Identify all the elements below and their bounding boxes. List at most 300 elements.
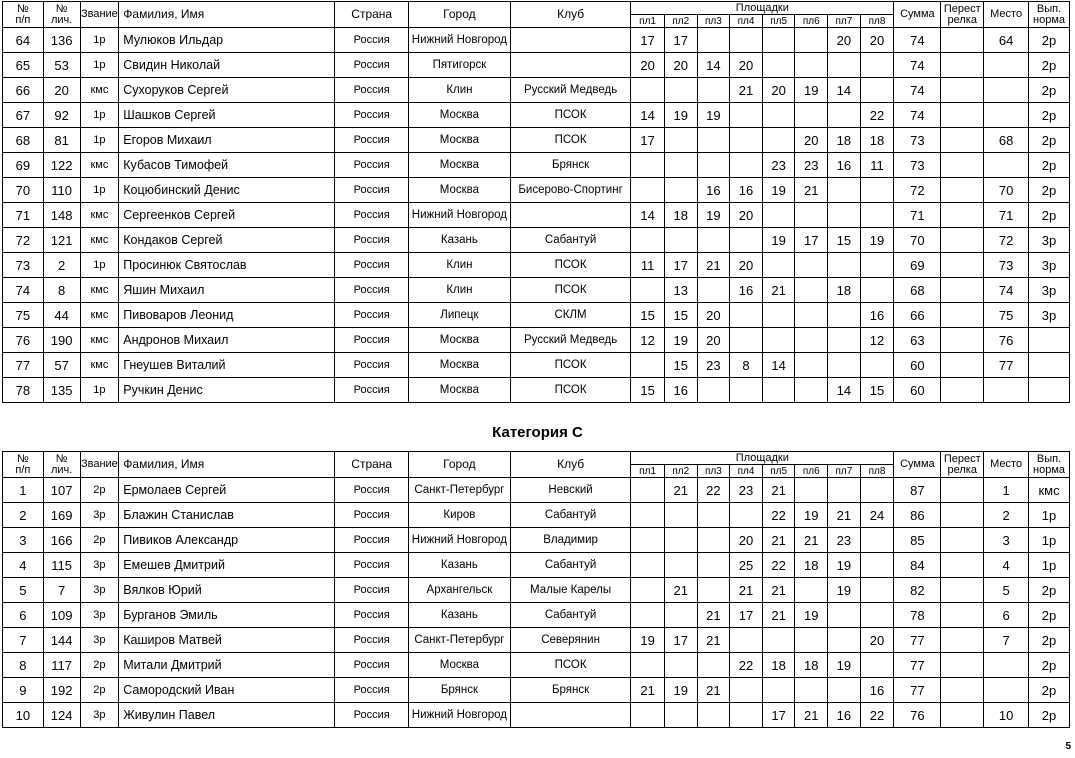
header-club: Клуб — [510, 2, 630, 28]
cell-place: 72 — [984, 228, 1029, 253]
cell-num: 5 — [3, 578, 44, 603]
cell-site-1: 19 — [631, 628, 665, 653]
cell-club: Бисерово-Спортинг — [510, 178, 630, 203]
cell-num: 1 — [3, 478, 44, 503]
cell-site-4 — [730, 303, 763, 328]
cell-site-5: 18 — [762, 653, 795, 678]
cell-norm: кмс — [1029, 478, 1070, 503]
cell-country: Россия — [335, 303, 408, 328]
cell-site-1: 21 — [631, 678, 665, 703]
cell-sum: 60 — [894, 378, 941, 403]
cell-lic: 53 — [43, 53, 80, 78]
cell-norm: 2р — [1029, 603, 1070, 628]
cell-site-6: 21 — [795, 178, 828, 203]
cell-rank: кмс — [80, 153, 119, 178]
cell-site-4 — [730, 378, 763, 403]
cell-site-5: 21 — [762, 278, 795, 303]
cell-num: 77 — [3, 353, 44, 378]
cell-site-8 — [860, 478, 894, 503]
cell-reweigh — [941, 53, 984, 78]
header-num: № п/п — [3, 452, 44, 478]
cell-site-2: 17 — [664, 28, 697, 53]
cell-site-6: 23 — [795, 153, 828, 178]
cell-site-8: 20 — [860, 628, 894, 653]
cell-num: 69 — [3, 153, 44, 178]
cell-site-2: 17 — [664, 253, 697, 278]
cell-club: ПСОК — [510, 653, 630, 678]
cell-country: Россия — [335, 628, 408, 653]
cell-sum: 68 — [894, 278, 941, 303]
cell-club: Русский Медведь — [510, 78, 630, 103]
cell-name: Каширов Матвей — [119, 628, 335, 653]
cell-place — [984, 103, 1029, 128]
cell-site-6: 21 — [795, 528, 828, 553]
table-row — [3, 253, 1070, 278]
cell-norm: 2р — [1029, 203, 1070, 228]
cell-num: 72 — [3, 228, 44, 253]
page-number: 5 — [1065, 741, 1071, 752]
cell-site-5: 21 — [762, 478, 795, 503]
cell-site-8: 18 — [860, 128, 894, 153]
cell-norm: 2р — [1029, 628, 1070, 653]
cell-place: 70 — [984, 178, 1029, 203]
cell-site-7: 19 — [828, 578, 861, 603]
cell-site-4 — [730, 153, 763, 178]
cell-site-2: 19 — [664, 103, 697, 128]
header-rank: Звание — [80, 2, 119, 28]
header-lic: № лич. — [43, 2, 80, 28]
cell-city: Москва — [408, 328, 510, 353]
cell-site-5 — [762, 28, 795, 53]
cell-club: Брянск — [510, 678, 630, 703]
cell-reweigh — [941, 378, 984, 403]
header-lic: № лич. — [43, 452, 80, 478]
cell-sum: 86 — [894, 503, 941, 528]
results-table-1 — [2, 1, 1070, 403]
header-norm: Вып. норма — [1029, 2, 1070, 28]
header-num: № п/п — [3, 2, 44, 28]
cell-sum: 71 — [894, 203, 941, 228]
cell-country: Россия — [335, 103, 408, 128]
cell-site-5: 20 — [762, 78, 795, 103]
cell-club: Сабантуй — [510, 553, 630, 578]
header-norm: Вып. норма — [1029, 452, 1070, 478]
cell-num: 76 — [3, 328, 44, 353]
cell-club: Сабантуй — [510, 603, 630, 628]
cell-rank: кмс — [80, 78, 119, 103]
cell-site-6 — [795, 53, 828, 78]
cell-name: Митали Дмитрий — [119, 653, 335, 678]
header-sites: Площадки — [631, 2, 894, 15]
cell-sum: 76 — [894, 703, 941, 728]
cell-sum: 72 — [894, 178, 941, 203]
cell-site-5 — [762, 628, 795, 653]
cell-site-7: 20 — [828, 28, 861, 53]
cell-site-8 — [860, 253, 894, 278]
cell-rank: 1р — [80, 28, 119, 53]
cell-sum: 70 — [894, 228, 941, 253]
cell-num: 71 — [3, 203, 44, 228]
cell-site-7 — [828, 328, 861, 353]
cell-site-4 — [730, 28, 763, 53]
cell-site-7: 16 — [828, 153, 861, 178]
cell-lic: 20 — [43, 78, 80, 103]
cell-num: 70 — [3, 178, 44, 203]
cell-place: 74 — [984, 278, 1029, 303]
cell-country: Россия — [335, 53, 408, 78]
table-row — [3, 328, 1070, 353]
cell-place — [984, 53, 1029, 78]
cell-site-3 — [697, 228, 730, 253]
header-site-7: пл7 — [828, 465, 861, 478]
cell-country: Россия — [335, 703, 408, 728]
cell-sum: 73 — [894, 153, 941, 178]
cell-site-5 — [762, 103, 795, 128]
cell-city: Казань — [408, 228, 510, 253]
cell-site-3 — [697, 128, 730, 153]
cell-sum: 74 — [894, 28, 941, 53]
cell-country: Россия — [335, 28, 408, 53]
table-row — [3, 153, 1070, 178]
cell-site-2 — [664, 603, 697, 628]
cell-club: ПСОК — [510, 278, 630, 303]
cell-name: Бурганов Эмиль — [119, 603, 335, 628]
cell-reweigh — [941, 503, 984, 528]
cell-site-1 — [631, 503, 665, 528]
cell-place: 5 — [984, 578, 1029, 603]
cell-rank: 2р — [80, 528, 119, 553]
cell-site-2 — [664, 228, 697, 253]
cell-club: Владимир — [510, 528, 630, 553]
header-name: Фамилия, Имя — [119, 2, 335, 28]
cell-site-6 — [795, 628, 828, 653]
cell-country: Россия — [335, 578, 408, 603]
cell-site-2: 21 — [664, 478, 697, 503]
cell-site-1: 17 — [631, 128, 665, 153]
header-site-5: пл5 — [762, 15, 795, 28]
cell-name: Андронов Михаил — [119, 328, 335, 353]
cell-site-6 — [795, 203, 828, 228]
cell-site-8 — [860, 178, 894, 203]
cell-name: Вялков Юрий — [119, 578, 335, 603]
cell-city: Липецк — [408, 303, 510, 328]
cell-place: 3 — [984, 528, 1029, 553]
cell-lic: 117 — [43, 653, 80, 678]
cell-site-3: 20 — [697, 328, 730, 353]
cell-rank: кмс — [80, 353, 119, 378]
cell-site-8 — [860, 78, 894, 103]
cell-site-1 — [631, 653, 665, 678]
cell-sum: 84 — [894, 553, 941, 578]
cell-site-6: 20 — [795, 128, 828, 153]
cell-site-7 — [828, 478, 861, 503]
cell-site-7 — [828, 53, 861, 78]
results-table-2 — [2, 451, 1070, 728]
cell-norm — [1029, 328, 1070, 353]
cell-rank: 3р — [80, 628, 119, 653]
table-row — [3, 303, 1070, 328]
cell-site-4 — [730, 703, 763, 728]
cell-sum: 63 — [894, 328, 941, 353]
cell-lic: 121 — [43, 228, 80, 253]
cell-num: 2 — [3, 503, 44, 528]
cell-site-8: 20 — [860, 28, 894, 53]
cell-num: 65 — [3, 53, 44, 78]
header-site-1: пл1 — [631, 465, 665, 478]
cell-site-2 — [664, 653, 697, 678]
cell-site-3 — [697, 278, 730, 303]
cell-site-5: 21 — [762, 528, 795, 553]
cell-site-5: 23 — [762, 153, 795, 178]
cell-name: Просинюк Святослав — [119, 253, 335, 278]
cell-site-6: 21 — [795, 703, 828, 728]
cell-sum: 74 — [894, 53, 941, 78]
cell-site-4: 20 — [730, 528, 763, 553]
cell-site-5: 19 — [762, 178, 795, 203]
cell-site-4: 8 — [730, 353, 763, 378]
cell-site-7 — [828, 103, 861, 128]
cell-reweigh — [941, 553, 984, 578]
cell-sum: 77 — [894, 653, 941, 678]
cell-name: Свидин Николай — [119, 53, 335, 78]
cell-place: 76 — [984, 328, 1029, 353]
cell-city: Нижний Новгород — [408, 203, 510, 228]
cell-place: 6 — [984, 603, 1029, 628]
table-row — [3, 603, 1070, 628]
cell-site-3 — [697, 553, 730, 578]
cell-rank: 3р — [80, 553, 119, 578]
cell-site-3 — [697, 653, 730, 678]
cell-num: 10 — [3, 703, 44, 728]
cell-site-3 — [697, 28, 730, 53]
cell-site-3: 16 — [697, 178, 730, 203]
cell-site-1 — [631, 78, 665, 103]
cell-site-6 — [795, 28, 828, 53]
cell-site-7: 16 — [828, 703, 861, 728]
cell-site-8: 12 — [860, 328, 894, 353]
cell-site-5: 19 — [762, 228, 795, 253]
cell-site-8 — [860, 603, 894, 628]
cell-city: Казань — [408, 603, 510, 628]
cell-name: Мулюков Ильдар — [119, 28, 335, 53]
cell-rank: 2р — [80, 653, 119, 678]
cell-rank: 3р — [80, 703, 119, 728]
cell-reweigh — [941, 628, 984, 653]
cell-place: 1 — [984, 478, 1029, 503]
cell-reweigh — [941, 103, 984, 128]
cell-site-6: 19 — [795, 78, 828, 103]
cell-site-8 — [860, 353, 894, 378]
cell-name: Кубасов Тимофей — [119, 153, 335, 178]
cell-num: 68 — [3, 128, 44, 153]
cell-site-2 — [664, 703, 697, 728]
cell-norm: 2р — [1029, 653, 1070, 678]
cell-reweigh — [941, 578, 984, 603]
cell-place: 71 — [984, 203, 1029, 228]
table-row — [3, 128, 1070, 153]
cell-num: 4 — [3, 553, 44, 578]
cell-club: Сабантуй — [510, 503, 630, 528]
cell-norm: 1р — [1029, 553, 1070, 578]
cell-norm: 2р — [1029, 178, 1070, 203]
cell-site-5 — [762, 303, 795, 328]
cell-reweigh — [941, 228, 984, 253]
cell-place: 64 — [984, 28, 1029, 53]
cell-country: Россия — [335, 128, 408, 153]
cell-site-8: 22 — [860, 703, 894, 728]
cell-club: СКЛМ — [510, 303, 630, 328]
header-city: Город — [408, 452, 510, 478]
cell-norm: 2р — [1029, 678, 1070, 703]
cell-name: Блажин Станислав — [119, 503, 335, 528]
cell-site-3: 20 — [697, 303, 730, 328]
cell-norm: 1р — [1029, 503, 1070, 528]
header-site-1: пл1 — [631, 15, 665, 28]
cell-city: Архангельск — [408, 578, 510, 603]
cell-sum: 60 — [894, 353, 941, 378]
header-site-4: пл4 — [730, 15, 763, 28]
cell-reweigh — [941, 278, 984, 303]
cell-site-4: 16 — [730, 178, 763, 203]
cell-site-3 — [697, 78, 730, 103]
cell-name: Яшин Михаил — [119, 278, 335, 303]
cell-site-4: 22 — [730, 653, 763, 678]
cell-site-8 — [860, 278, 894, 303]
cell-city: Москва — [408, 653, 510, 678]
cell-lic: 92 — [43, 103, 80, 128]
cell-norm: 2р — [1029, 53, 1070, 78]
cell-norm: 3р — [1029, 278, 1070, 303]
cell-rank: 2р — [80, 678, 119, 703]
header-rank: Звание — [80, 452, 119, 478]
cell-reweigh — [941, 478, 984, 503]
header-club: Клуб — [510, 452, 630, 478]
cell-lic: 107 — [43, 478, 80, 503]
header-site-6: пл6 — [795, 465, 828, 478]
table-row — [3, 353, 1070, 378]
cell-site-8 — [860, 578, 894, 603]
cell-site-6: 19 — [795, 603, 828, 628]
cell-lic: 135 — [43, 378, 80, 403]
cell-site-2: 18 — [664, 203, 697, 228]
cell-site-1: 15 — [631, 378, 665, 403]
cell-site-1 — [631, 603, 665, 628]
cell-sum: 82 — [894, 578, 941, 603]
cell-lic: 7 — [43, 578, 80, 603]
table-row — [3, 678, 1070, 703]
cell-site-2 — [664, 528, 697, 553]
cell-name: Егоров Михаил — [119, 128, 335, 153]
cell-sum: 78 — [894, 603, 941, 628]
cell-site-2: 17 — [664, 628, 697, 653]
cell-rank: кмс — [80, 278, 119, 303]
cell-city: Брянск — [408, 678, 510, 703]
cell-num: 7 — [3, 628, 44, 653]
cell-club — [510, 203, 630, 228]
cell-site-3: 19 — [697, 103, 730, 128]
cell-site-1: 14 — [631, 103, 665, 128]
cell-site-8: 11 — [860, 153, 894, 178]
cell-name: Сухоруков Сергей — [119, 78, 335, 103]
cell-country: Россия — [335, 653, 408, 678]
cell-club: ПСОК — [510, 253, 630, 278]
cell-norm: 2р — [1029, 703, 1070, 728]
cell-club: Брянск — [510, 153, 630, 178]
cell-site-1 — [631, 353, 665, 378]
cell-place: 4 — [984, 553, 1029, 578]
cell-site-7 — [828, 253, 861, 278]
header-place: Место — [984, 2, 1029, 28]
header-sum: Сумма — [894, 452, 941, 478]
cell-lic: 2 — [43, 253, 80, 278]
cell-reweigh — [941, 153, 984, 178]
cell-name: Ручкин Денис — [119, 378, 335, 403]
cell-reweigh — [941, 528, 984, 553]
cell-place — [984, 78, 1029, 103]
cell-sum: 66 — [894, 303, 941, 328]
cell-reweigh — [941, 678, 984, 703]
cell-country: Россия — [335, 678, 408, 703]
cell-rank: кмс — [80, 228, 119, 253]
cell-lic: 122 — [43, 153, 80, 178]
cell-city: Клин — [408, 253, 510, 278]
cell-city: Клин — [408, 278, 510, 303]
cell-site-6 — [795, 303, 828, 328]
cell-place: 10 — [984, 703, 1029, 728]
cell-site-6 — [795, 103, 828, 128]
cell-place: 75 — [984, 303, 1029, 328]
cell-site-1: 20 — [631, 53, 665, 78]
cell-site-7: 18 — [828, 128, 861, 153]
cell-site-3 — [697, 503, 730, 528]
cell-city: Москва — [408, 103, 510, 128]
cell-site-8: 19 — [860, 228, 894, 253]
cell-lic: 8 — [43, 278, 80, 303]
cell-name: Живулин Павел — [119, 703, 335, 728]
cell-city: Москва — [408, 128, 510, 153]
cell-site-3 — [697, 528, 730, 553]
cell-site-6 — [795, 578, 828, 603]
cell-city: Санкт-Петербург — [408, 628, 510, 653]
cell-site-5 — [762, 203, 795, 228]
table-row — [3, 378, 1070, 403]
cell-site-1 — [631, 478, 665, 503]
cell-rank: 1р — [80, 103, 119, 128]
cell-club: Невский — [510, 478, 630, 503]
cell-norm: 2р — [1029, 153, 1070, 178]
cell-site-2: 21 — [664, 578, 697, 603]
cell-sum: 69 — [894, 253, 941, 278]
cell-reweigh — [941, 128, 984, 153]
cell-lic: 169 — [43, 503, 80, 528]
cell-reweigh — [941, 328, 984, 353]
cell-site-4 — [730, 328, 763, 353]
cell-site-4 — [730, 228, 763, 253]
cell-site-6 — [795, 678, 828, 703]
cell-site-6 — [795, 353, 828, 378]
cell-name: Ермолаев Сергей — [119, 478, 335, 503]
cell-club: Малые Карелы — [510, 578, 630, 603]
cell-site-7: 18 — [828, 278, 861, 303]
cell-rank: кмс — [80, 203, 119, 228]
cell-num: 8 — [3, 653, 44, 678]
cell-city: Киров — [408, 503, 510, 528]
cell-site-3: 21 — [697, 603, 730, 628]
cell-rank: 3р — [80, 503, 119, 528]
cell-site-2 — [664, 128, 697, 153]
cell-norm: 2р — [1029, 28, 1070, 53]
cell-city: Москва — [408, 353, 510, 378]
